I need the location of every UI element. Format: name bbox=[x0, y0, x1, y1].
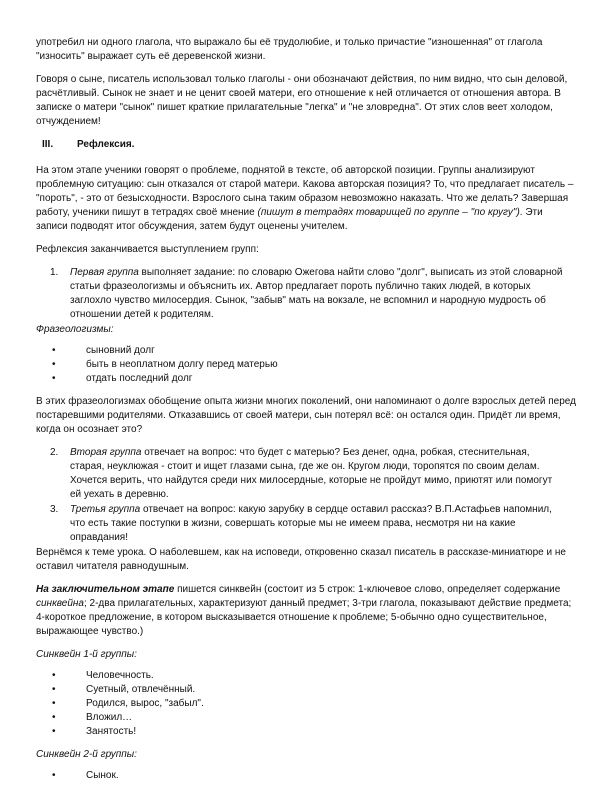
list-item bbox=[36, 683, 576, 697]
group-name: Третья группа bbox=[70, 504, 141, 515]
italic-run: Фразеологизмы: bbox=[36, 324, 114, 335]
group-name: Вторая группа bbox=[70, 447, 142, 458]
paragraph: Рефлексия заканчивается выступлением групп: bbox=[36, 244, 259, 255]
item-number: 2. bbox=[50, 447, 59, 458]
paragraph: В этих фразеологизмах обобщение опыта жизни многих поколений, они напоминают о долге взрослых детей перед постаревшими родителями. Отказавшись от своей матери, сын потерял всё: он остался один. Придёт ли время, когда он осознает это? bbox=[36, 396, 576, 435]
list-item-text: Суетный, отвлечённый. bbox=[86, 684, 196, 695]
numbered-item bbox=[36, 503, 576, 545]
numbered-item bbox=[36, 446, 576, 502]
text-run: ; 2-два прилагательных, характеризуют данный предмет; 3-три глагола, показывают действие предмета; 4-короткое предложение, в котором высказывается отношение к проблеме; 5-обычно одно существительное, выражающее чувство.) bbox=[36, 598, 572, 637]
list-label bbox=[36, 323, 576, 337]
bullet-list bbox=[36, 669, 576, 739]
section-number: III. bbox=[42, 139, 54, 150]
list-item-text: Вложил… bbox=[86, 712, 133, 723]
paragraph bbox=[36, 164, 576, 234]
list-label bbox=[36, 648, 576, 662]
list-item-text: сыновний долг bbox=[86, 345, 155, 356]
italic-run: (пишут в тетрадях товарищей по группе – "по кругу") bbox=[257, 207, 520, 218]
document-page bbox=[36, 36, 576, 792]
list-item-text: Сынок. bbox=[86, 770, 119, 781]
text-run: отвечает на вопрос: что будет с матерью? Без денег, одна, робкая, стеснительная, старая, неуклюжая - стоит и ищет глазами сына, где же он. Кругом люди, торопятся по своим делам. Хочется верить, что найдутся среди них милосердные, которые не пройдут мимо, приютят или помогут ей уехать в деревню. bbox=[70, 447, 553, 500]
item-number: 3. bbox=[50, 504, 59, 515]
italic-run: Синквейн 2-й группы: bbox=[36, 749, 137, 760]
list-item-text: Занятость! bbox=[86, 726, 137, 737]
bullet-icon: • bbox=[52, 726, 56, 737]
bold-italic-run: На заключительном этапе bbox=[36, 584, 175, 595]
list-item-text: Родился, вырос, "забыл". bbox=[86, 698, 204, 709]
bullet-icon: • bbox=[52, 670, 56, 681]
paragraph bbox=[36, 583, 576, 639]
numbered-item bbox=[36, 266, 576, 322]
bullet-icon: • bbox=[52, 373, 56, 384]
italic-run: Синквейн 1-й группы: bbox=[36, 649, 137, 660]
group-name: Первая группа bbox=[70, 267, 139, 278]
item-text bbox=[70, 503, 566, 545]
item-text bbox=[70, 266, 566, 322]
bullet-list bbox=[36, 344, 576, 386]
bullet-icon: • bbox=[52, 345, 56, 356]
text-run: отвечает на вопрос: какую зарубку в сердце оставил рассказ? В.П.Астафьев напомнил, что есть такие поступки в жизни, совершать которые мы не имеем права, несмотря ни на какие оправдания! bbox=[70, 504, 552, 543]
list-label bbox=[36, 748, 576, 762]
paragraph: Вернёмся к теме урока. О наболевшем, как на исповеди, откровенно сказал писатель в рассказе-миниатюре и не оставил читателя равнодушным. bbox=[36, 547, 566, 572]
section-title: Рефлексия. bbox=[77, 139, 135, 150]
list-item bbox=[36, 725, 576, 739]
text-run: . Эти записи подводят итог обсуждения, затем будут оценены учителем. bbox=[36, 207, 543, 232]
list-item bbox=[36, 372, 576, 386]
paragraph: Говоря о сыне, писатель использовал только глаголы - они обозначают действия, по ним видно, что сын деловой, расчётливый. Сынок не знает и не ценит своей матери, его отношение к ней отличается от отношения автора. В записке о матери "сынок" пишет краткие прилагательные "легка" и "не зловредна". От этих слов веет холодом, отчуждением! bbox=[36, 74, 568, 127]
text-run: пишется синквейн (состоит из 5 строк: 1-ключевое слово, определяет содержание bbox=[174, 584, 561, 595]
list-item bbox=[36, 769, 576, 783]
paragraph: употребил ни одного глагола, что выражало бы её трудолюбие, и только причастие "изношенная" от глагола "износить" выражает суть её деревенской жизни. bbox=[36, 37, 543, 62]
bullet-icon: • bbox=[52, 770, 56, 781]
bullet-icon: • bbox=[52, 698, 56, 709]
text-run: На этом этапе ученики говорят о проблеме, поднятой в тексте, об авторской позиции. Группы анализируют проблемную ситуацию: сын отказался от старой матери. Какова авторская позиция? То, что предлагает писатель – "пороть", - это от безысходности. Взрослого сына таким образом невозможно наказать. Что же делать? Завершая работу, ученики пишут в тетрадях своё мнение bbox=[36, 165, 574, 218]
bullet-list bbox=[36, 769, 576, 783]
section-heading bbox=[36, 138, 576, 152]
bullet-icon: • bbox=[52, 712, 56, 723]
list-item bbox=[36, 358, 576, 372]
list-item bbox=[36, 711, 576, 725]
bullet-icon: • bbox=[52, 359, 56, 370]
italic-run: синквейна bbox=[36, 598, 84, 609]
list-item-text: отдать последний долг bbox=[86, 373, 193, 384]
text-run: выполняет задание: по словарю Ожегова найти слово "долг", выписать из этой словарной статьи фразеологизмы и объяснить их. Автор предлагает пороть публично таких людей, в которых заглохло чувство милосердия. Сынок, "забыв" мать на вокзале, не вспомнил и народную мудрость об отношении детей к родителям. bbox=[70, 267, 563, 320]
bullet-icon: • bbox=[52, 684, 56, 695]
list-item bbox=[36, 697, 576, 711]
list-item bbox=[36, 669, 576, 683]
item-text bbox=[70, 446, 566, 502]
list-item bbox=[36, 344, 576, 358]
list-item-text: Человечность. bbox=[86, 670, 154, 681]
list-item-text: быть в неоплатном долгу перед матерью bbox=[86, 359, 278, 370]
item-number: 1. bbox=[50, 267, 59, 278]
